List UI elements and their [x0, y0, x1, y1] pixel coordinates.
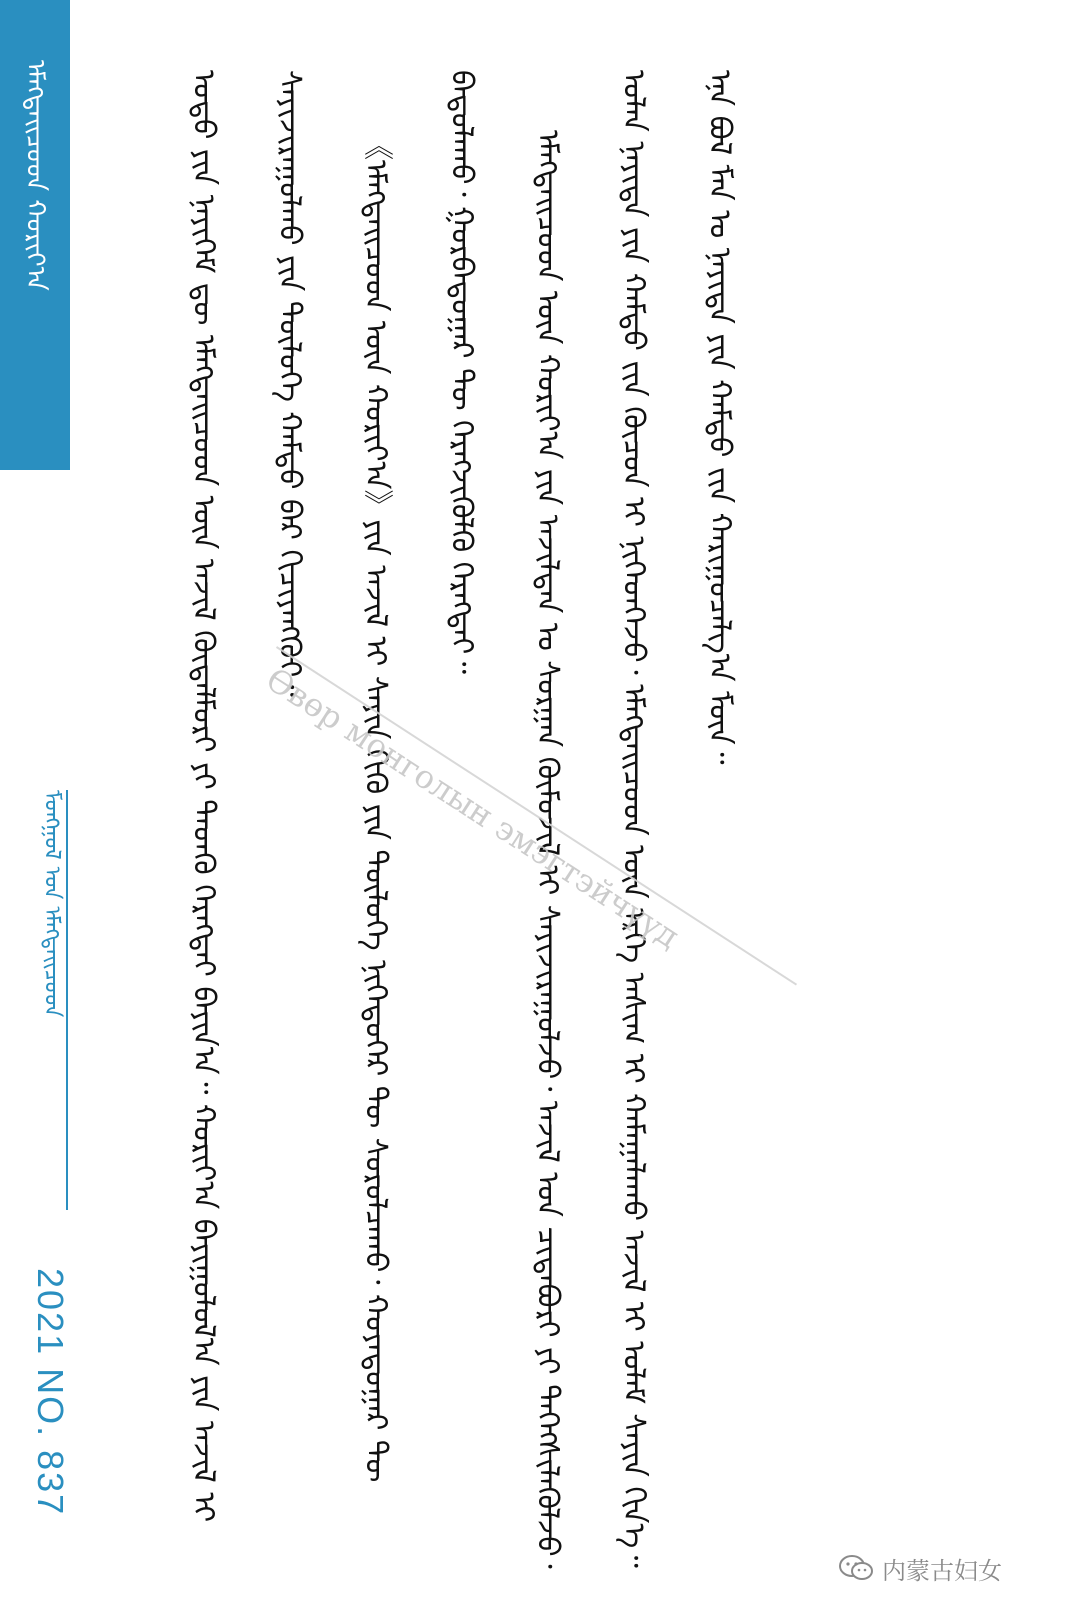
watermark-text: Өвөр монголын эмэгтэйчүүд — [259, 660, 687, 956]
source-credit — [838, 1548, 1058, 1588]
article-paragraph: ᠡᠮᠡᠭᠲᠡᠢᠴᠦᠳ ᠦᠨ ᠬᠣᠷᠢᠶ᠎ᠠ ᠶᠢᠨ ᠠᠵᠢᠯᠲᠠᠨ ᠤ ᠰᠤᠷᠭᠠᠨ ᠬᠥᠮᠦᠵᠢᠯ ᠢ ᠰᠠᠶᠢᠵᠢᠷᠠᠭᠤᠯᠵᠤ᠂ ᠠᠵᠢᠯ ᠤᠨ ᠴᠢᠳᠠᠪᠤᠷᠢ ᠶᠢ ᠳᠡᠭᠡᠭᠰᠢᠯᠡᠭᠦᠯᠵᠦ᠂ ᠣᠯᠠᠨ ᠨᠡᠶᠢᠲᠡ ᠶᠢᠨ ᠬᠠᠮᠲᠤ ᠵᠢᠨ ᠬᠦᠴᠦᠨ ᠢ ᠨᠢᠭᠡᠳᠬᠡᠵᠦ᠂ ᠡᠮᠡᠭᠲᠡᠢᠴᠦᠳ ᠦᠨ ᠡᠷᠬᠡ ᠠᠰᠢᠭ ᠢ ᠬᠠᠮᠠᠭᠠᠯᠠᠬᠤ ᠠᠵᠢᠯ ᠢ ᠤᠯᠠᠮ ᠰᠠᠶᠢᠨ ᠬᠢᠨ᠎ᠡ᠃ ᠡᠨᠡ ᠪᠣᠯ ᠮᠠᠨ ᠤ ᠨᠡᠶᠢᠲᠡ ᠶᠢᠨ ᠬᠠᠮᠲᠤ ᠵᠢᠨ ᠬᠠᠷᠢᠭᠤᠴᠠᠯᠭ᠎ᠠ ᠮᠥᠨ᠃ — [530, 70, 737, 1569]
article-paragraph: 《ᠡᠮᠡᠭᠲᠡᠢᠴᠦᠳ ᠦᠨ ᠬᠣᠷᠢᠶ᠎ᠠ》ᠶᠢᠨ ᠠᠵᠢᠯ ᠢ ᠰᠠᠶᠢᠨ ᠬᠢᠬᠦ ᠶᠢᠨ ᠲᠥᠯᠥᠭᠡ ᠨᠢᠭᠡᠳᠦᠭᠡᠷ ᠲᠦ ᠰᠤᠷᠤᠯᠴᠠᠬᠤ᠂ ᠬᠣᠶᠠᠳᠤᠭᠠᠷ ᠲᠦ ᠪᠠᠲᠤᠯᠠᠬᠤ᠂ ᠭᠤᠷᠪᠠᠳᠤᠭᠠᠷ ᠲᠦ ᠬᠡᠷᠡᠭᠵᠢᠭᠦᠯᠬᠦ ᠬᠡᠷᠡᠭᠲᠡᠢ᠃ — [358, 70, 479, 1483]
publication-title: ᠡᠮᠡᠭᠲᠡᠢᠴᠦᠳ ᠬᠣᠷᠢᠶ᠎ᠠ — [20, 60, 50, 291]
credit-text: 内蒙古妇女 — [882, 1556, 1002, 1585]
issue-number: 2021 NO. 837 — [30, 1268, 71, 1517]
section-label: ᠮᠣᠩᠭᠣᠯ ᠤᠨ ᠡᠮᠡᠭᠲᠡᠢᠴᠦᠳ — [39, 790, 64, 1018]
wechat-icon — [838, 1554, 874, 1582]
article-body — [160, 70, 1020, 1590]
title-banner — [0, 0, 70, 470]
article-paragraph: ᠣᠳᠣ ᠶᠢᠨ ᠨᠡᠶᠢᠭᠡᠮ ᠳᠦ ᠡᠮᠡᠭᠲᠡᠢᠴᠦᠳ ᠦᠨ ᠠᠵᠢᠯ ᠬᠥᠳᠡᠯᠮᠦᠷᠢ ᠶᠢ ᠳᠡᠳᠬᠦ ᠬᠡᠷᠡᠭᠲᠡᠢ ᠪᠠᠶᠢᠨ᠎ᠠ᠃ ᠬᠣᠷᠢᠶ᠎ᠠ ᠪᠠᠶᠢᠭᠤᠯᠤᠯ᠎ᠠ ᠶᠢᠨ ᠠᠵᠢᠯ ᠢ ᠰᠠᠶᠢᠵᠢᠷᠠᠭᠤᠯᠬᠤ ᠶᠢᠨ ᠲᠥᠯᠥᠭᠡ ᠬᠠᠮᠲᠤ ᠪᠡᠷ ᠬᠢᠴᠢᠶᠡᠩᠭᠦᠢ᠃ — [186, 70, 307, 1523]
footer-divider — [66, 790, 68, 1210]
